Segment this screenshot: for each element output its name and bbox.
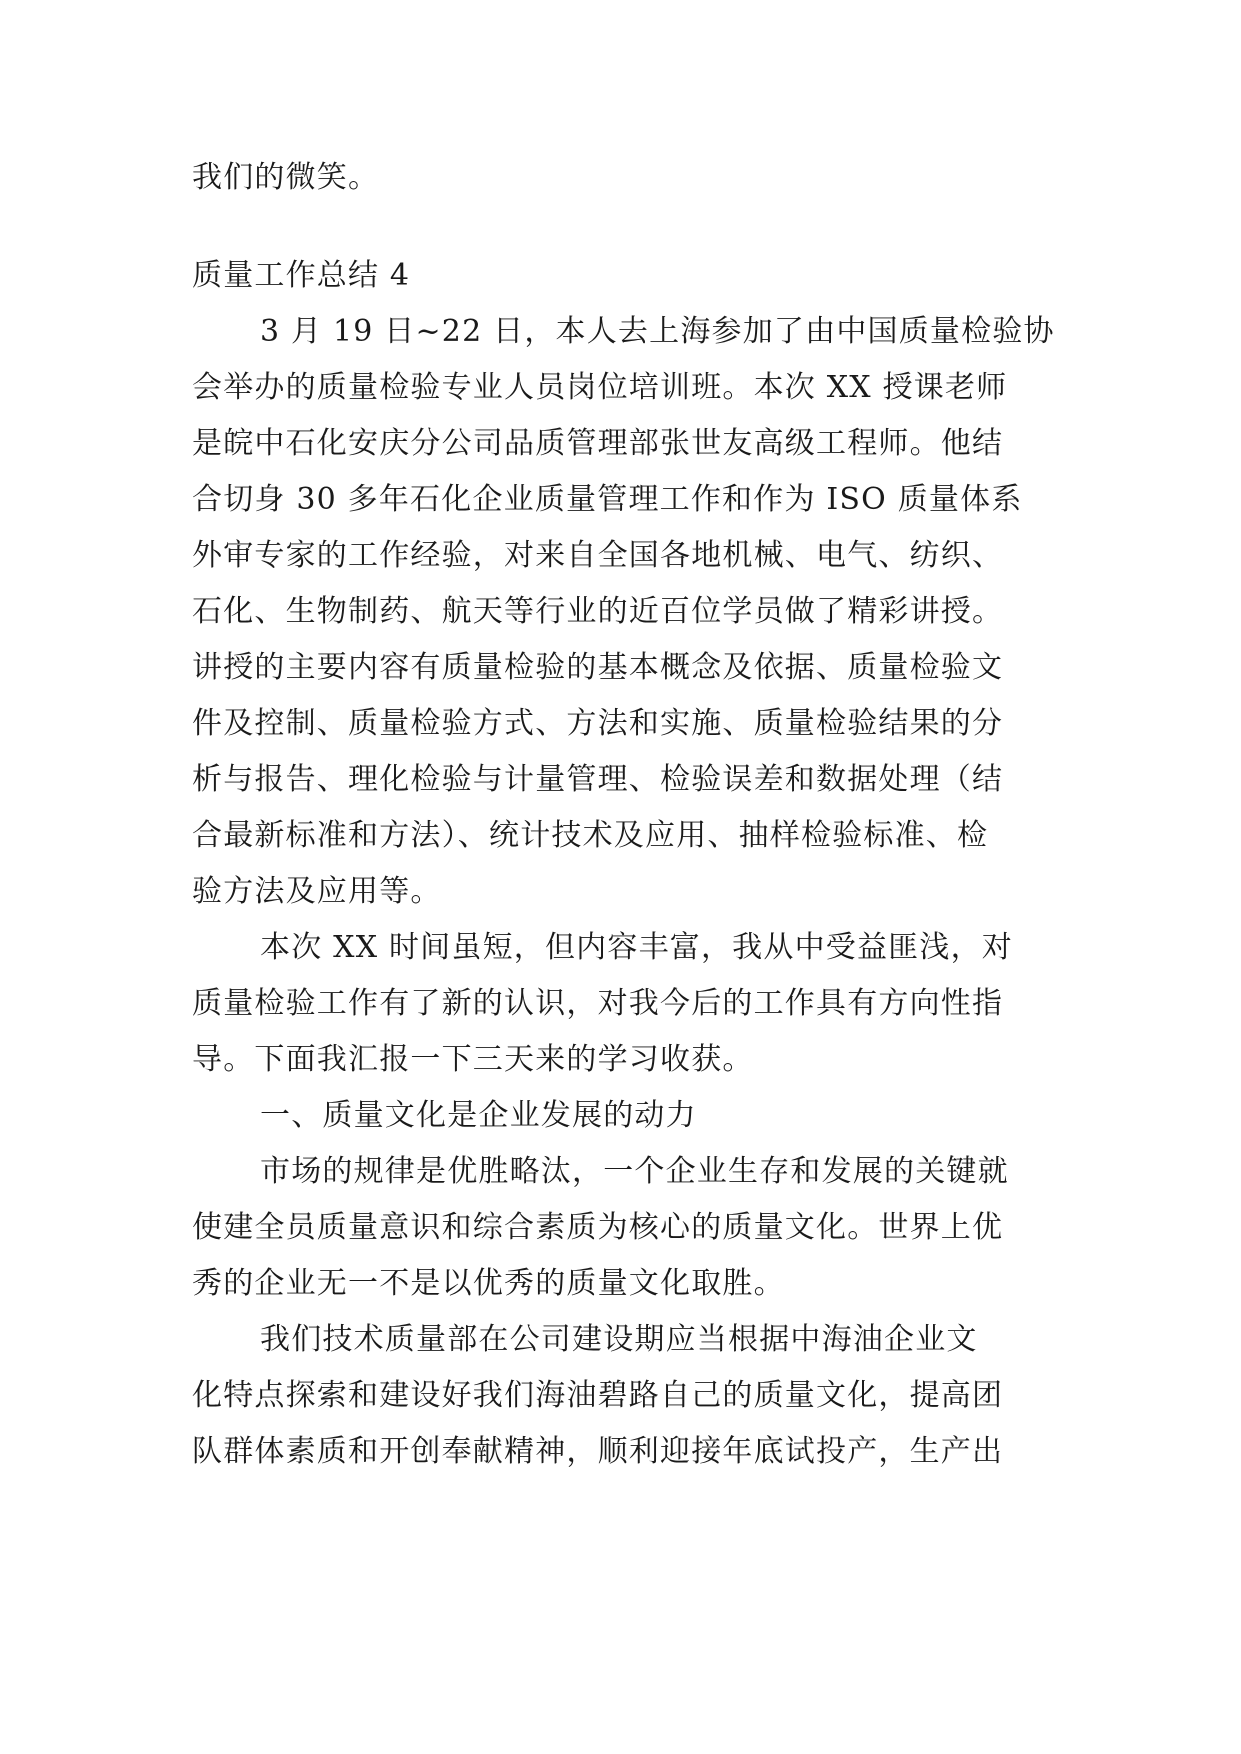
subheading-1 bbox=[192, 1088, 1062, 1144]
paragraph-line: 队群体素质和开创奉献精神，顺利迎接年底试投产，生产出 bbox=[192, 1434, 1004, 1469]
section-gap bbox=[192, 206, 1062, 248]
paragraph-line: 会举办的质量检验专业人员岗位培训班。本次 XX 授课老师 bbox=[192, 370, 1008, 405]
section-heading: 质量工作总结 4 bbox=[192, 258, 411, 293]
paragraph-2 bbox=[192, 920, 1062, 1088]
paragraph-line: 件及控制、质量检验方式、方法和实施、质量检验结果的分 bbox=[192, 706, 1004, 741]
paragraph-4 bbox=[192, 1312, 1062, 1480]
paragraph-line: 3 月 19 日~22 日，本人去上海参加了由中国质量检验协 bbox=[260, 314, 1055, 349]
paragraph-line: 外审专家的工作经验，对来自全国各地机械、电气、纺织、 bbox=[192, 538, 1004, 573]
paragraph-line: 化特点探索和建设好我们海油碧路自己的质量文化，提高团 bbox=[192, 1378, 1004, 1413]
paragraph-line: 使建全员质量意识和综合素质为核心的质量文化。世界上优 bbox=[192, 1210, 1004, 1245]
paragraph-line: 秀的企业无一不是以优秀的质量文化取胜。 bbox=[192, 1266, 785, 1301]
paragraph-line: 讲授的主要内容有质量检验的基本概念及依据、质量检验文 bbox=[192, 650, 1004, 685]
paragraph-1 bbox=[192, 304, 1062, 920]
paragraph-line: 质量检验工作有了新的认识，对我今后的工作具有方向性指 bbox=[192, 986, 1004, 1021]
paragraph-line: 析与报告、理化检验与计量管理、检验误差和数据处理（结 bbox=[192, 762, 1004, 797]
paragraph-line: 石化、生物制药、航天等行业的近百位学员做了精彩讲授。 bbox=[192, 594, 1004, 629]
paragraph-line: 合切身 30 多年石化企业质量管理工作和作为 ISO 质量体系 bbox=[192, 482, 1023, 517]
paragraph-line: 合最新标准和方法）、统计技术及应用、抽样检验标准、检 bbox=[192, 818, 989, 853]
subheading-line: 一、质量文化是企业发展的动力 bbox=[260, 1098, 697, 1133]
paragraph-line: 是皖中石化安庆分公司品质管理部张世友高级工程师。他结 bbox=[192, 426, 1004, 461]
paragraph-3 bbox=[192, 1144, 1062, 1312]
previous-section-tail: 我们的微笑。 bbox=[192, 160, 380, 195]
paragraph-line: 我们技术质量部在公司建设期应当根据中海油企业文 bbox=[260, 1322, 978, 1357]
paragraph-line: 导。下面我汇报一下三天来的学习收获。 bbox=[192, 1042, 754, 1077]
paragraph-line: 市场的规律是优胜略汰，一个企业生存和发展的关键就 bbox=[260, 1154, 1009, 1189]
paragraph-line: 验方法及应用等。 bbox=[192, 874, 442, 909]
paragraph-line: 本次 XX 时间虽短，但内容丰富，我从中受益匪浅，对 bbox=[260, 930, 1013, 965]
document-page bbox=[192, 150, 1062, 1480]
